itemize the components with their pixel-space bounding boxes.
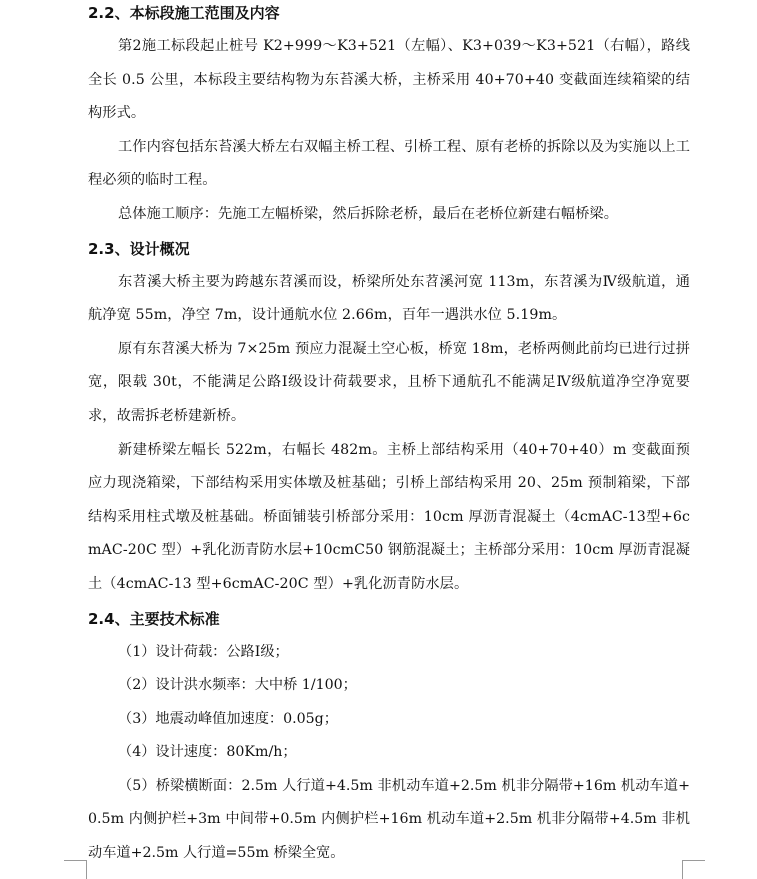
page-corner-mark-left <box>64 860 87 879</box>
paragraph-construction-order: 总体施工顺序：先施工左幅桥梁，然后拆除老桥，最后在老桥位新建右幅桥梁。 <box>118 205 619 222</box>
page-corner-mark-right <box>682 860 705 879</box>
section-heading-2-2: 2.2、本标段施工范围及内容 <box>88 4 280 22</box>
standard-item-3: （3）地震动峰值加速度：0.05g； <box>118 710 338 727</box>
paragraph-bridge-overview: 东苕溪大桥主要为跨越东苕溪而设，桥梁所处东苕溪河宽 113m，东苕溪为Ⅳ级航道，通航净宽 55m，净空 7m，设计通航水位 2.66m，百年一遇洪水位 5.19m。 <box>88 273 690 324</box>
paragraph-old-bridge: 原有东苕溪大桥为 7×25m 预应力混凝土空心板，桥宽 18m，老桥两侧此前均已进行过拼宽，限载 30t，不能满足公路Ⅰ级设计荷载要求，且桥下通航孔不能满足Ⅳ级航道净空净宽要求，故需拆老桥建新桥。 <box>88 340 690 424</box>
document-body <box>88 0 690 871</box>
section-heading-2-4: 2.4、主要技术标准 <box>88 609 220 628</box>
paragraph-scope: 第2施工标段起止桩号 K2+999～K3+521（左幅）、K3+039～K3+521（右幅），路线全长 0.5 公里，本标段主要结构物为东苔溪大桥，主桥采用 40+70+40 变截面连续箱梁的结构形式。 <box>88 38 690 122</box>
paragraph-work-content: 工作内容包括东苔溪大桥左右双幅主桥工程、引桥工程、原有老桥的拆除以及为实施以上工程必须的临时工程。 <box>88 138 690 189</box>
standard-item-4: （4）设计速度：80Km/h； <box>118 744 297 761</box>
standard-item-2: （2）设计洪水频率：大中桥 1/100； <box>118 677 357 694</box>
standard-item-1: （1）设计荷载：公路Ⅰ级； <box>118 643 289 660</box>
standard-item-5: （5）桥梁横断面：2.5m 人行道+4.5m 非机动车道+2.5m 机非分隔带+16m 机动车道+0.5m 内侧护栏+3m 中间带+0.5m 内侧护栏+16m 机动车道+2.5m 机非分隔带+4.5m 非机动车道+2.5m 人行道=55m 桥梁全宽。 <box>88 777 690 862</box>
section-heading-2-3: 2.3、设计概况 <box>88 239 190 258</box>
paragraph-new-bridge: 新建桥梁左幅长 522m，右幅长 482m。主桥上部结构采用（40+70+40）m 变截面预应力现浇箱梁，下部结构采用实体墩及桩基础；引桥上部结构采用 20、25m 预制箱梁，下部结构采用柱式墩及桩基础。桥面铺装引桥部分采用：10cm 厚沥青混凝土（4cmAC-13型+6cmAC-20C 型）+乳化沥青防水层+10cmC50 钢筋混凝土；主桥部分采用：10cm 厚沥青混凝土（4cmAC-13 型+6cmAC-20C 型）+乳化沥青防水层。 <box>88 441 690 592</box>
